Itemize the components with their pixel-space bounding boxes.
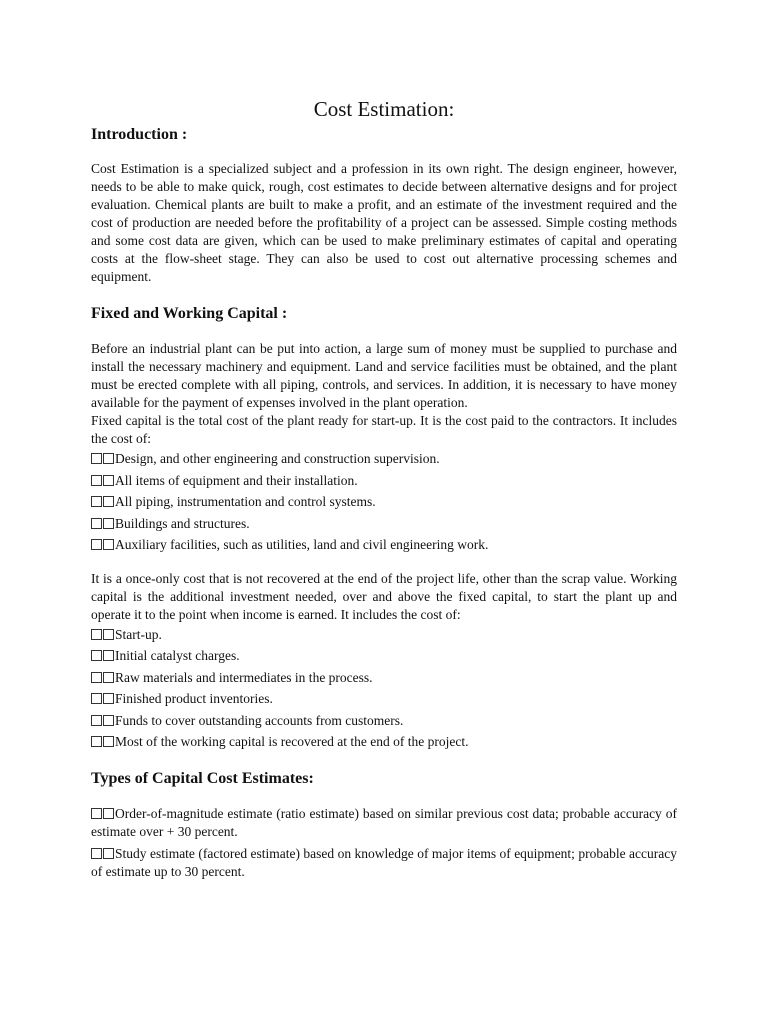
list-item-text: Buildings and structures. [115,515,250,531]
bullet-icon [103,496,114,507]
bullet-icon [91,693,102,704]
bullet-icon [91,650,102,661]
bullet-icon [103,672,114,683]
document-page [91,96,677,881]
bullet-icon [91,736,102,747]
working-capital-paragraph: It is a once-only cost that is not recovered at the end of the project life, other than the scrap value. Working capital is the additional investment needed, over and above the fixed capital, to start the plant up and operate it to the point when income is earned. It includes the cost of: [91,570,677,622]
fixed-capital-paragraph-2: Fixed capital is the total cost of the plant ready for start-up. It is the cost paid to the contractors. It includes the cost of: [91,413,677,446]
list-item [91,534,677,556]
list-item-text: Most of the working capital is recovered at the end of the project. [115,734,469,749]
bullet-icon [103,848,114,859]
list-item-text: Study estimate (factored estimate) based on knowledge of major items of equipment; probable accuracy of estimate up to 30 percent. [91,845,677,879]
list-item [91,624,677,646]
estimate-types-list [91,805,677,881]
section-heading-introduction: Introduction : [91,126,188,143]
list-item-text: Design, and other engineering and construction supervision. [115,451,440,466]
list-item-text: Order-of-magnitude estimate (ratio estimate) based on similar previous cost data; probable accuracy of estimate over + 30 percent. [91,805,677,839]
bullet-icon [91,848,102,859]
list-item-text: Finished product inventories. [115,691,273,706]
bullet-icon [103,650,114,661]
list-item [91,731,677,753]
bullet-icon [103,715,114,726]
list-item [91,805,677,841]
list-item-text: All piping, instrumentation and control systems. [115,494,376,509]
list-item-text: Raw materials and intermediates in the process. [115,669,373,685]
document-title: Cost Estimation: [313,97,455,121]
working-capital-list [91,624,677,753]
bullet-icon [91,672,102,683]
bullet-icon [91,808,102,819]
bullet-icon [91,453,102,464]
bullet-icon [91,629,102,640]
bullet-icon [103,453,114,464]
bullet-icon [103,518,114,529]
list-item-text: All items of equipment and their installation. [115,472,358,488]
bullet-icon [91,518,102,529]
bullet-icon [91,475,102,486]
bullet-icon [103,736,114,747]
bullet-icon [103,693,114,704]
list-item-text: Initial catalyst charges. [115,648,240,663]
section-heading-fixed-working-capital: Fixed and Working Capital : [91,305,288,322]
list-item [91,491,677,513]
bullet-icon [91,496,102,507]
list-item [91,448,677,470]
fixed-capital-list [91,448,677,556]
list-item [91,645,677,667]
bullet-icon [103,629,114,640]
bullet-icon [103,539,114,550]
bullet-icon [103,808,114,819]
fixed-capital-paragraph-1: Before an industrial plant can be put into action, a large sum of money must be supplied to purchase and install the necessary machinery and equipment. Land and service facilities must be obtained, and the plant must be erected complete with all piping, controls, and services. In addition, it is necessary to have money available for the payment of expenses involved in the plant operation. [91,341,677,410]
list-item [91,688,677,710]
list-item-text: Funds to cover outstanding accounts from customers. [115,712,404,728]
list-item [91,710,677,732]
introduction-paragraph: Cost Estimation is a specialized subject and a profession in its own right. The design engineer, however, needs to be able to make quick, rough, cost estimates to decide between alternative designs and for project evaluation. Chemical plants are built to make a profit, and an estimate of the investment required and the cost of production are needed before the profitability of a project can be assessed. Simple costing methods and some cost data are given, which can be used to make preliminary estimates of capital and operating costs at the flow-sheet stage. They can also be used to cost out alternative processing schemes and equipment. [91,161,677,284]
list-item-text: Auxiliary facilities, such as utilities, land and civil engineering work. [115,537,489,552]
list-item [91,845,677,881]
section-heading-capital-cost-estimates: Types of Capital Cost Estimates: [91,769,314,787]
list-item [91,470,677,492]
bullet-icon [91,539,102,550]
list-item [91,667,677,689]
bullet-icon [103,475,114,486]
list-item-text: Start-up. [115,626,162,642]
list-item [91,513,677,535]
bullet-icon [91,715,102,726]
